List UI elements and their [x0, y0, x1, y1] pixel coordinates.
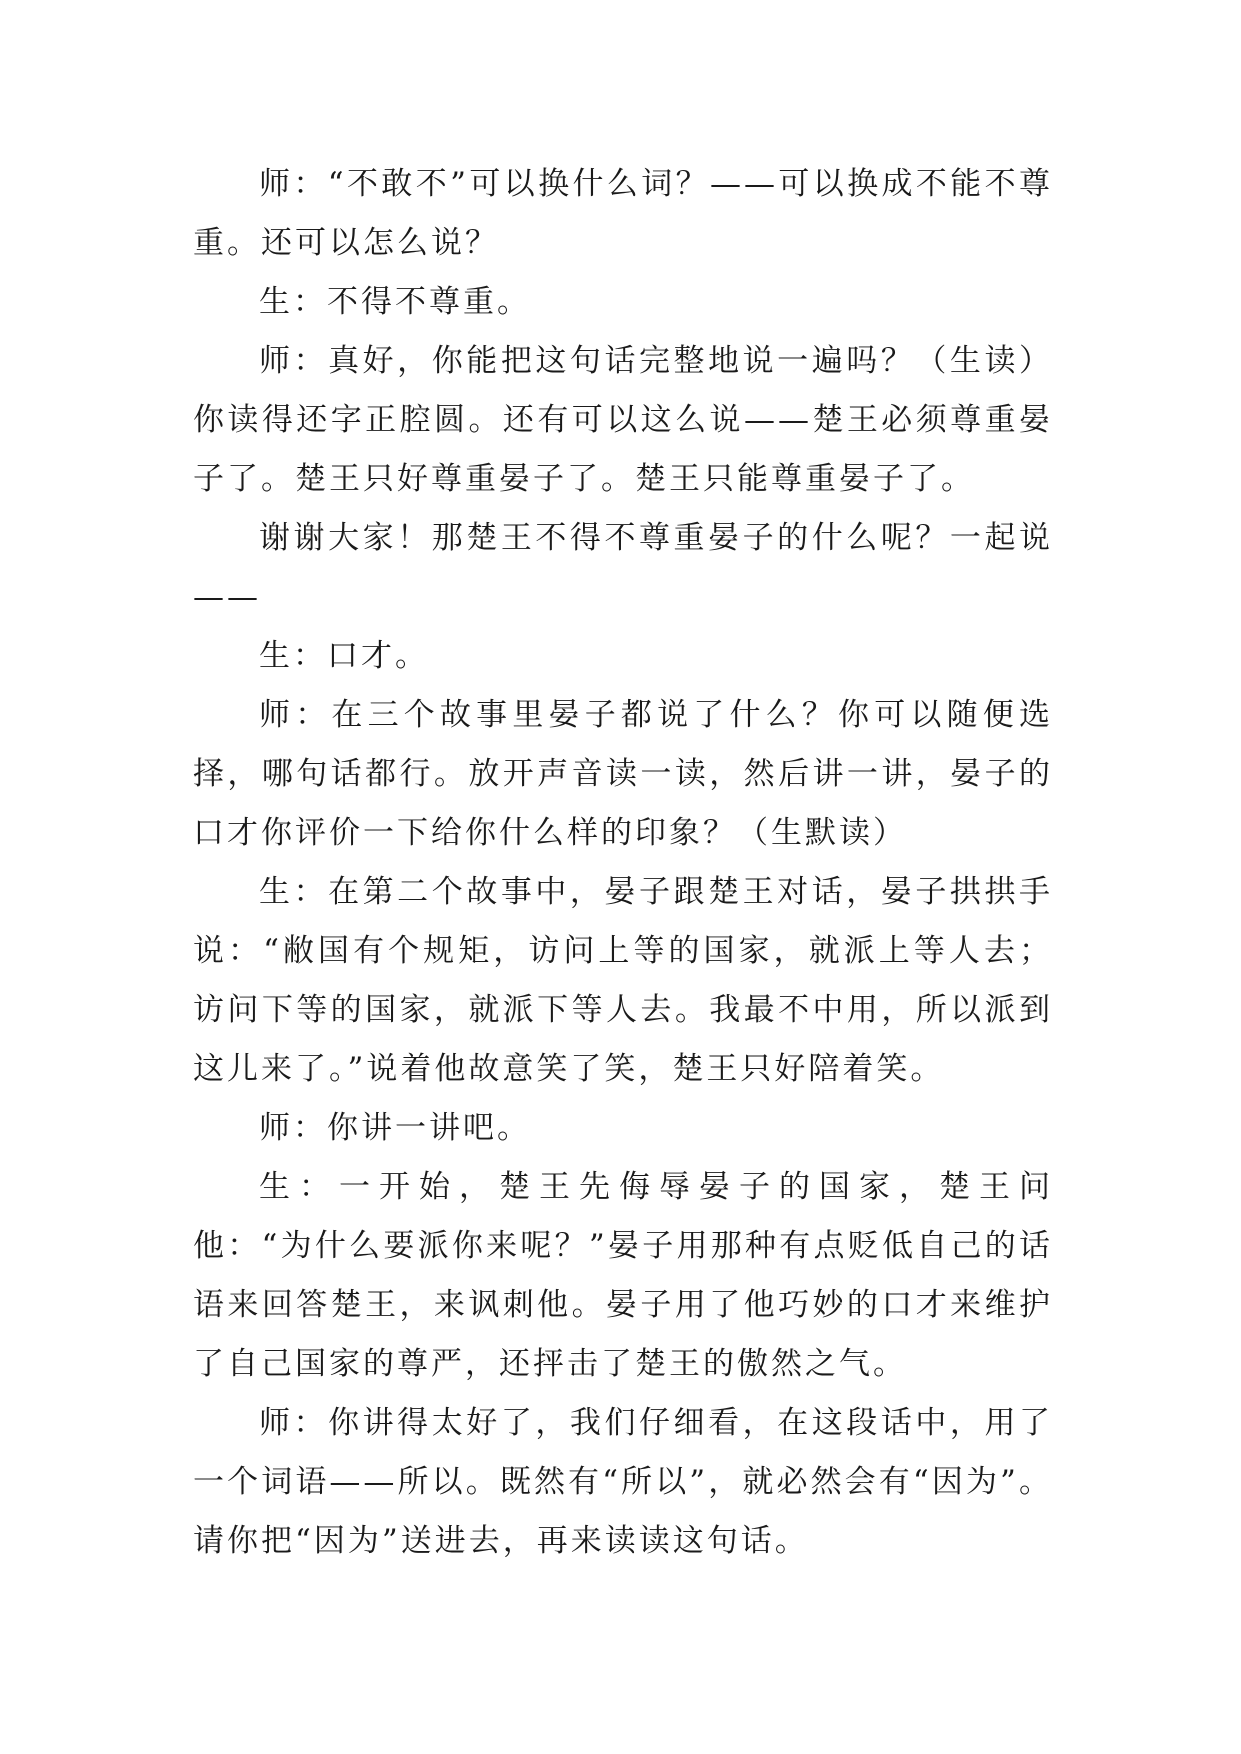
document-body — [193, 155, 1053, 1571]
paragraph-5: 生：口才。 — [259, 638, 429, 674]
paragraph-6: 师：在三个故事里晏子都说了什么？你可以随便选择，哪句话都行。放开声音读一读，然后讲一讲，晏子的口才你评价一下给你什么样的印象？（生默读） — [193, 697, 1053, 851]
paragraph-7: 生：在第二个故事中，晏子跟楚王对话，晏子拱拱手说：“敝国有个规矩，访问上等的国家，就派上等人去；访问下等的国家，就派下等人去。我最不中用，所以派到这儿来了。”说着他故意笑了笑，楚王只好陪着笑。 — [193, 874, 1053, 1087]
paragraph-9: 生：一开始，楚王先侮辱晏子的国家，楚王问他：“为什么要派你来呢？”晏子用那种有点贬低自己的话语来回答楚王，来讽刺他。晏子用了他巧妙的口才来维护了自己国家的尊严，还抨击了楚王的傲然之气。 — [193, 1169, 1053, 1382]
paragraph-4: 谢谢大家！那楚王不得不尊重晏子的什么呢？一起说—— — [193, 520, 1053, 615]
paragraph-10: 师：你讲得太好了，我们仔细看，在这段话中，用了一个词语——所以。既然有“所以”，就必然会有“因为”。请你把“因为”送进去，再来读读这句话。 — [193, 1405, 1053, 1559]
paragraph-3: 师：真好，你能把这句话完整地说一遍吗？（生读）你读得还字正腔圆。还有可以这么说——楚王必须尊重晏子了。楚王只好尊重晏子了。楚王只能尊重晏子了。 — [193, 343, 1053, 497]
paragraph-2: 生：不得不尊重。 — [259, 284, 531, 320]
paragraph-1: 师：“不敢不”可以换什么词？——可以换成不能不尊重。还可以怎么说？ — [193, 166, 1053, 261]
paragraph-8: 师：你讲一讲吧。 — [259, 1110, 531, 1146]
